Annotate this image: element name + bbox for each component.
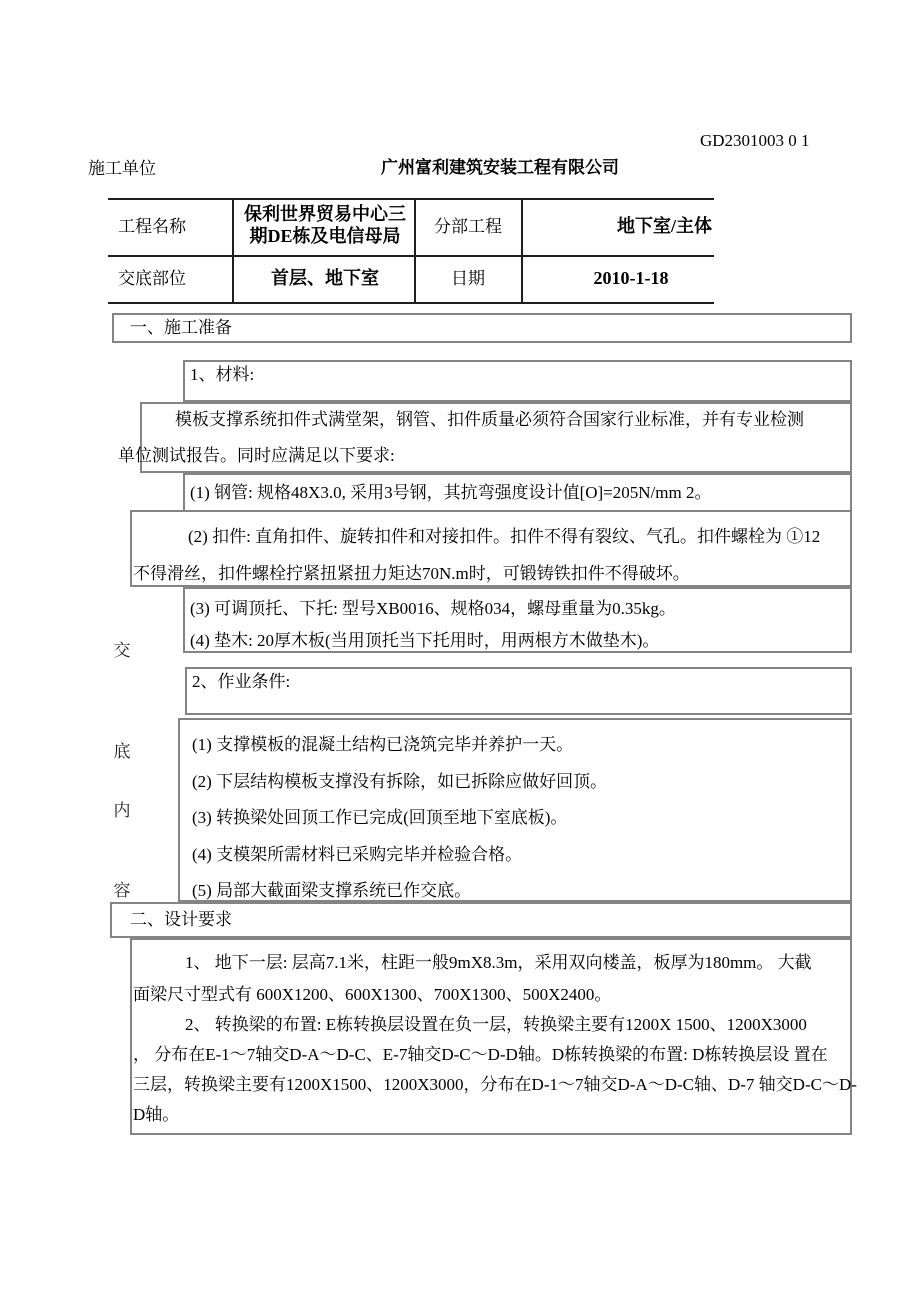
side-label-char-4: 容 (113, 881, 131, 900)
date-value: 2010-1-18 (593, 268, 669, 288)
section2-title: 二、设计要求 (130, 910, 232, 929)
project-name-label: 工程名称 (118, 217, 186, 236)
design-line-4: ， 分布在E-1〜7轴交D-A〜D-C、E-7轴交D-C〜D-D轴。D栋转换梁的布置: D栋转换层设 置在 (133, 1045, 828, 1064)
doc-number: GD2301003 0 1 (700, 131, 810, 150)
materials-heading: 1、材料: (190, 365, 255, 384)
design-line-5: 三层，转换梁主要有1200X1500、1200X3000，分布在D-1〜7轴交D-A〜D-C轴、D-7 轴交D-C〜D- (133, 1075, 857, 1094)
project-name-value-line1: 保利世界贸易中心三 (244, 204, 406, 224)
material-item3: (3) 可调顶托、下托: 型号XB0016、规格034，螺母重量为0.35kg。 (190, 599, 676, 618)
section1-title: 一、施工准备 (130, 318, 232, 337)
side-label-char-2: 底 (113, 742, 131, 761)
material-item2-line1: (2) 扣件: 直角扣件、旋转扣件和对接扣件。扣件不得有裂纹、气孔。扣件螺栓为 ①12 (188, 527, 821, 546)
condition-item-2: (2) 下层结构模板支撑没有拆除，如已拆除应做好回顶。 (192, 772, 608, 791)
project-name-value-line2: 期DE栋及电信母局 (249, 226, 401, 246)
condition-item-4: (4) 支模架所需材料已采购完毕并检验合格。 (192, 845, 523, 864)
disclosure-part-label: 交底部位 (118, 269, 186, 288)
side-label-char-3: 内 (113, 801, 131, 820)
table-border-top (108, 198, 714, 200)
table-divider-1 (232, 198, 234, 304)
subproject-label: 分部工程 (434, 217, 502, 236)
project-name-value (236, 203, 414, 247)
table-border-middle (108, 255, 714, 257)
side-label-char-1: 交 (113, 641, 131, 660)
construction-unit-label: 施工单位 (88, 159, 156, 178)
table-divider-3 (521, 198, 523, 304)
material-item4: (4) 垫木: 20厚木板(当用顶托当下托用时，用两根方木做垫木)。 (190, 631, 660, 650)
conditions-heading: 2、作业条件: (192, 672, 291, 691)
construction-unit-value: 广州富利建筑安装工程有限公司 (381, 158, 619, 177)
table-border-bottom (108, 302, 714, 304)
material-item2-line2: 不得滑丝，扣件螺栓拧紧扭紧扭力矩达70N.m时，可锻铸铁扣件不得破坏。 (133, 564, 690, 583)
materials-intro-line1: 模板支撑系统扣件式满堂架，钢管、扣件质量必须符合国家行业标准，并有专业检测 (175, 410, 804, 429)
condition-item-5: (5) 局部大截面梁支撑系统已作交底。 (192, 881, 472, 900)
materials-heading-box (183, 360, 852, 402)
condition-item-3: (3) 转换梁处回顶工作已完成(回顶至地下室底板)。 (192, 808, 568, 827)
design-line-1: 1、 地下一层: 层高7.1米，柱距一般9mX8.3m，采用双向楼盖，板厚为180mm。 大截 (185, 953, 812, 972)
condition-item-1: (1) 支撑模板的混凝土结构已浇筑完毕并养护一天。 (192, 735, 574, 754)
design-line-6: D轴。 (133, 1105, 180, 1124)
design-line-3: 2、 转换梁的布置: E栋转换层设置在负一层，转换梁主要有1200X 1500、1200X3000 (185, 1015, 807, 1034)
materials-intro-line2: 单位测试报告。同时应满足以下要求: (118, 446, 395, 465)
disclosure-part-value: 首层、地下室 (271, 268, 379, 288)
date-label: 日期 (451, 269, 485, 288)
subproject-value: 地下室/主体 (616, 216, 712, 236)
design-line-2: 面梁尺寸型式有 600X1200、600X1300、700X1300、500X2400。 (133, 985, 612, 1004)
material-item1: (1) 钢管: 规格48X3.0, 采用3号钢，其抗弯强度设计值[O]=205N/mm 2。 (190, 483, 712, 502)
